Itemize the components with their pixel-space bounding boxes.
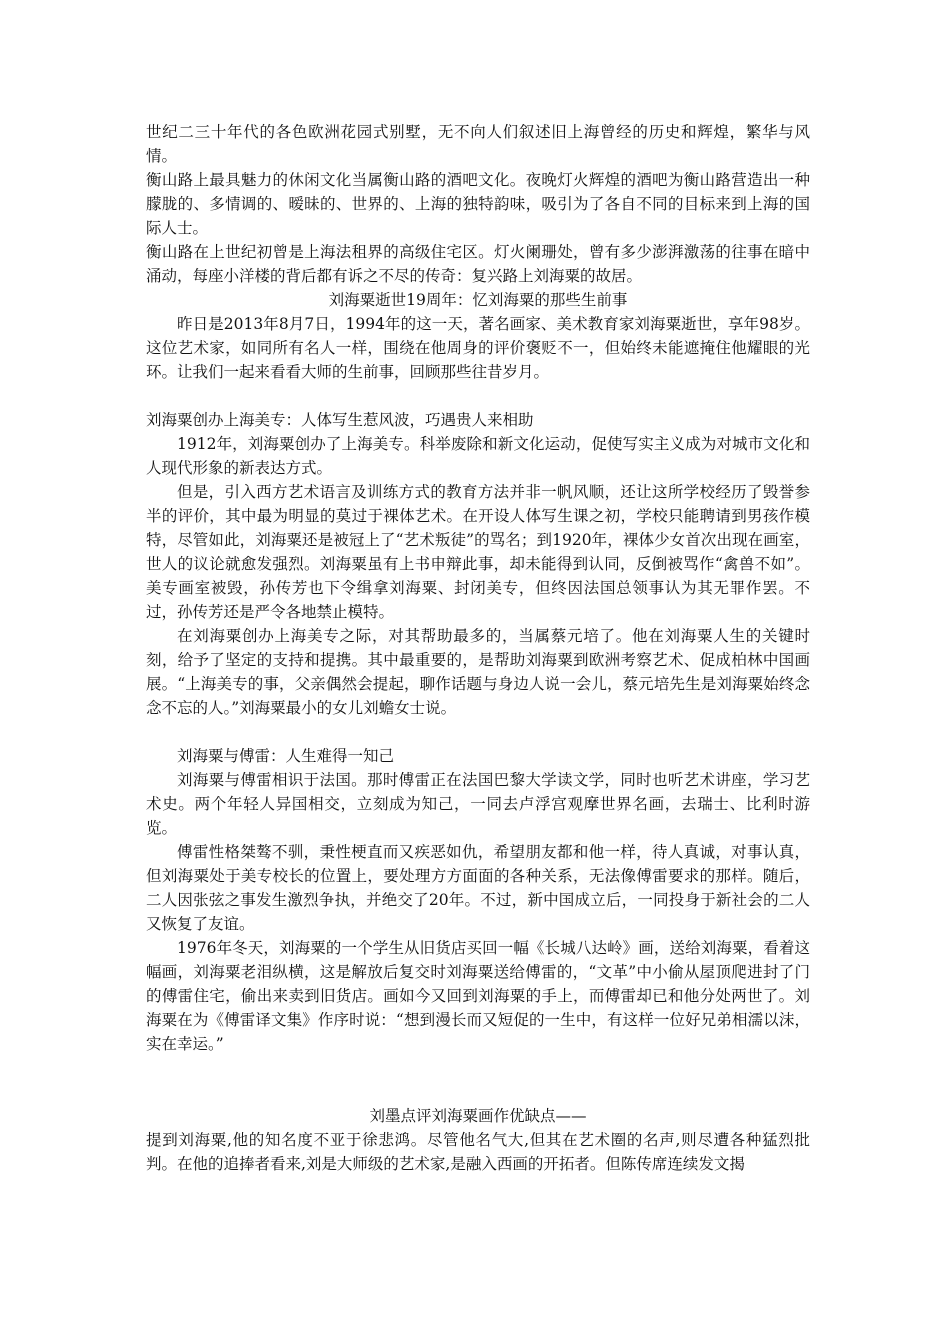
- paragraph-french-concession: 衡山路在上世纪初曾是上海法租界的高级住宅区。灯火阑珊处，曾有多少澎湃激荡的往事在暗中涌动，每座小洋楼的背后都有诉之不尽的传奇：复兴路上刘海粟的故居。: [146, 243, 810, 285]
- spacer: [146, 1056, 810, 1104]
- paragraph-fu-lei-character: 傅雷性格桀骜不驯，秉性梗直而又疾恶如仇，希望朋友都和他一样，待人真诚，对事认真，但刘海粟处于美专校长的位置上，要处理方方面面的各种关系，无法像傅雷要求的那样。随后，二人因张弦之事发生激烈争执，并绝交了20年。不过，新中国成立后，一同投身于新社会的二人又恢复了友谊。: [146, 843, 810, 933]
- paragraph-cai-yuanpei: 在刘海粟创办上海美专之际，对其帮助最多的，当属蔡元培了。他在刘海粟人生的关键时刻，给予了坚定的支持和提携。其中最重要的，是帮助刘海粟到欧洲考察艺术、促成柏林中国画展。“上海美专的事，父亲偶然会提起，聊作话题与身边人说一会儿，蔡元培先生是刘海粟始终念念不忘的人。”刘海粟最小的女儿刘蟾女士说。: [146, 627, 810, 717]
- paragraph-nude-art: 但是，引入西方艺术语言及训练方式的教育方法并非一帆风顺，还让这所学校经历了毁誉参半的评价，其中最为明显的莫过于裸体艺术。在开设人体写生课之初，学校只能聘请到男孩作模特，尽管如此，刘海粟还是被冠上了“艺术叛徒”的骂名；到1920年，裸体少女首次出现在画室，世人的议论就愈发强烈。刘海粟虽有上书申辩此事，却未能得到认同，反倒被骂作“禽兽不如”。美专画室被毁，孙传芳也下令缉拿刘海粟、封闭美专，但终因法国总领事认为其无罪作罢。不过，孙传芳还是严令各地禁止模特。: [146, 483, 810, 621]
- document-body: [146, 120, 810, 1176]
- article-title: 刘海粟逝世19周年：忆刘海粟的那些生前事: [328, 291, 628, 309]
- paragraph-bar-culture: 衡山路上最具魅力的休闲文化当属衡山路的酒吧文化。夜晚灯火辉煌的酒吧为衡山路营造出一种朦胧的、多情调的、暧昧的、世界的、上海的独特韵味，吸引为了各自不同的目标来到上海的国际人士。: [146, 171, 810, 237]
- paragraph-founding: 1912年，刘海粟创办了上海美专。科举废除和新文化运动，促使写实主义成为对城市文化和人现代形象的新表达方式。: [146, 435, 810, 477]
- spacer: [146, 720, 810, 744]
- paragraph-villas: 世纪二三十年代的各色欧洲花园式别墅，无不向人们叙述旧上海曾经的历史和辉煌，繁华与风情。: [146, 123, 810, 165]
- section-heading-fu-lei: 刘海粟与傅雷：人生难得一知己: [177, 747, 395, 765]
- section-heading-art-school: 刘海粟创办上海美专：人体写生惹风波，巧遇贵人来相助: [146, 411, 534, 429]
- spacer: [146, 384, 810, 408]
- paragraph-intro: 昨日是2013年8月7日，1994年的这一天，著名画家、美术教育家刘海粟逝世，享年98岁。这位艺术家，如同所有名人一样，围绕在他周身的评价褒贬不一，但始终未能遮掩住他耀眼的光环。让我们一起来看看大师的生前事，回顾那些往昔岁月。: [146, 315, 810, 381]
- paragraph-meeting-fu-lei: 刘海粟与傅雷相识于法国。那时傅雷正在法国巴黎大学读文学，同时也听艺术讲座，学习艺术史。两个年轻人异国相交，立刻成为知己，一同去卢浮宫观摩世界名画，去瑞士、比利时游览。: [146, 771, 810, 837]
- paragraph-great-wall-painting: 1976年冬天，刘海粟的一个学生从旧货店买回一幅《长城八达岭》画，送给刘海粟，看着这幅画，刘海粟老泪纵横，这是解放后复交时刘海粟送给傅雷的，“文革”中小偷从屋顶爬进封了门的傅雷住宅，偷出来卖到旧货店。画如今又回到刘海粟的手上，而傅雷却已和他分处两世了。刘海粟在为《傅雷译文集》作序时说：“想到漫长而又短促的一生中，有这样一位好兄弟相濡以沫，实在幸运。”: [146, 939, 810, 1053]
- section-title-critique: 刘墨点评刘海粟画作优缺点——: [369, 1107, 587, 1125]
- paragraph-critique: 提到刘海粟,他的知名度不亚于徐悲鸿。尽管他名气大,但其在艺术圈的名声,则尽遭各种猛烈批判。在他的追捧者看来,刘是大师级的艺术家,是融入西画的开拓者。但陈传席连续发文揭: [146, 1131, 810, 1173]
